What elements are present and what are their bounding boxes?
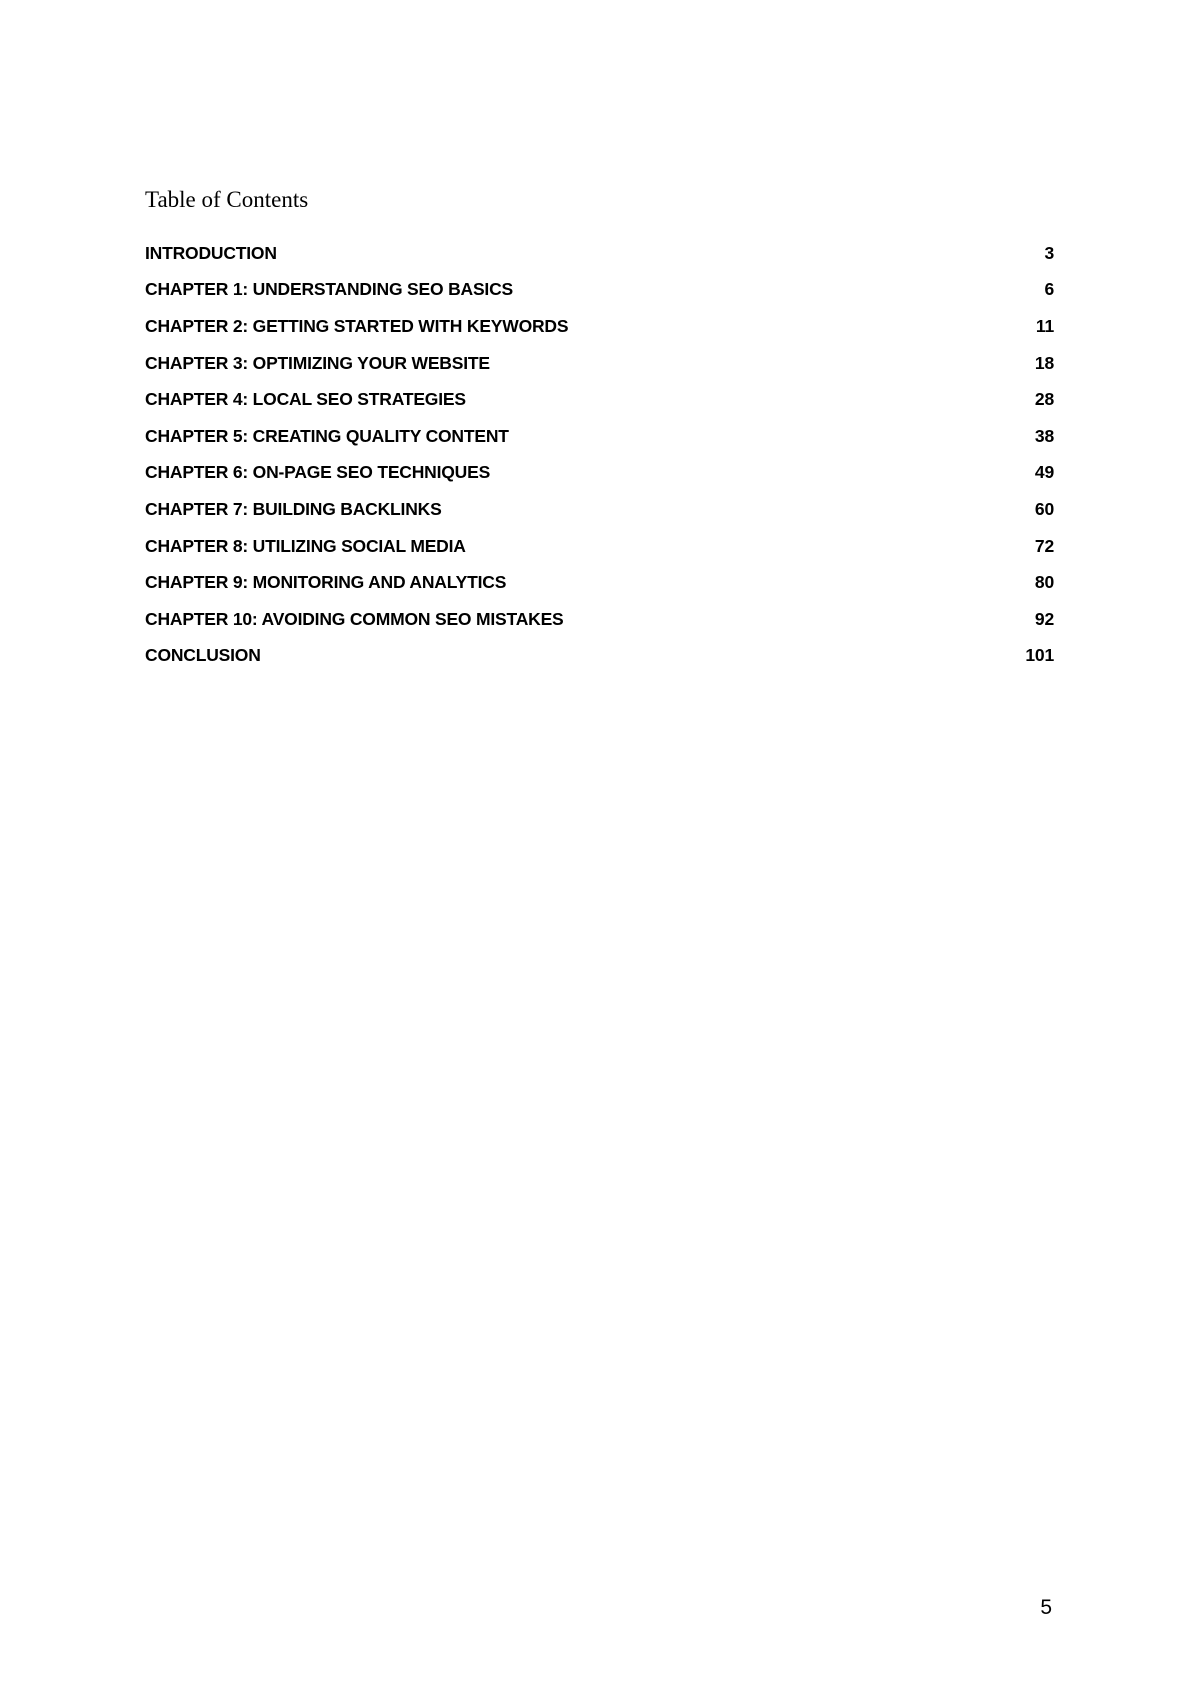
toc-title: Table of Contents	[145, 187, 309, 212]
toc-entry-page: 72	[1034, 535, 1054, 556]
toc-entry-chapter-4[interactable]	[145, 381, 1054, 418]
toc-entry-chapter-3[interactable]	[145, 345, 1054, 382]
toc-entry-page: 92	[1034, 608, 1054, 629]
toc-entry-label: CHAPTER 4: LOCAL SEO STRATEGIES	[145, 389, 466, 410]
toc-entry-page: 101	[1025, 645, 1054, 666]
toc-entry-chapter-1[interactable]	[145, 272, 1054, 309]
toc-entry-label: CONCLUSION	[145, 645, 261, 666]
toc-entry-chapter-5[interactable]	[145, 418, 1054, 455]
toc-entry-label: INTRODUCTION	[145, 242, 277, 263]
toc-entry-page: 60	[1034, 498, 1054, 519]
toc-entry-label: CHAPTER 1: UNDERSTANDING SEO BASICS	[145, 279, 513, 300]
toc-entry-page: 18	[1034, 352, 1054, 373]
toc-entry-page: 11	[1035, 315, 1054, 336]
toc-entry-chapter-8[interactable]	[145, 528, 1054, 565]
toc-entry-chapter-7[interactable]	[145, 491, 1054, 528]
toc-entry-chapter-9[interactable]	[145, 564, 1054, 601]
toc-entry-chapter-2[interactable]	[145, 308, 1054, 345]
toc-entry-page: 28	[1034, 389, 1054, 410]
toc-entry-label: CHAPTER 2: GETTING STARTED WITH KEYWORDS	[145, 315, 569, 336]
page-number: 5	[1040, 1596, 1052, 1619]
toc-entry-label: CHAPTER 8: UTILIZING SOCIAL MEDIA	[145, 535, 466, 556]
toc-entry-chapter-6[interactable]	[145, 455, 1054, 492]
toc-entry-label: CHAPTER 3: OPTIMIZING YOUR WEBSITE	[145, 352, 490, 373]
toc-list	[145, 235, 1054, 674]
toc-entry-label: CHAPTER 5: CREATING QUALITY CONTENT	[145, 425, 509, 446]
toc-entry-page: 38	[1034, 425, 1054, 446]
toc-entry-introduction[interactable]	[145, 235, 1054, 272]
toc-entry-page: 6	[1044, 279, 1054, 300]
toc-entry-page: 80	[1034, 572, 1054, 593]
toc-entry-label: CHAPTER 10: AVOIDING COMMON SEO MISTAKES	[145, 608, 564, 629]
toc-entry-label: CHAPTER 6: ON-PAGE SEO TECHNIQUES	[145, 462, 491, 483]
toc-entry-page: 49	[1034, 462, 1054, 483]
toc-entry-label: CHAPTER 7: BUILDING BACKLINKS	[145, 498, 442, 519]
toc-entry-chapter-10[interactable]	[145, 601, 1054, 638]
toc-entry-page: 3	[1044, 242, 1054, 263]
toc-entry-label: CHAPTER 9: MONITORING AND ANALYTICS	[145, 572, 507, 593]
toc-entry-conclusion[interactable]	[145, 638, 1054, 675]
